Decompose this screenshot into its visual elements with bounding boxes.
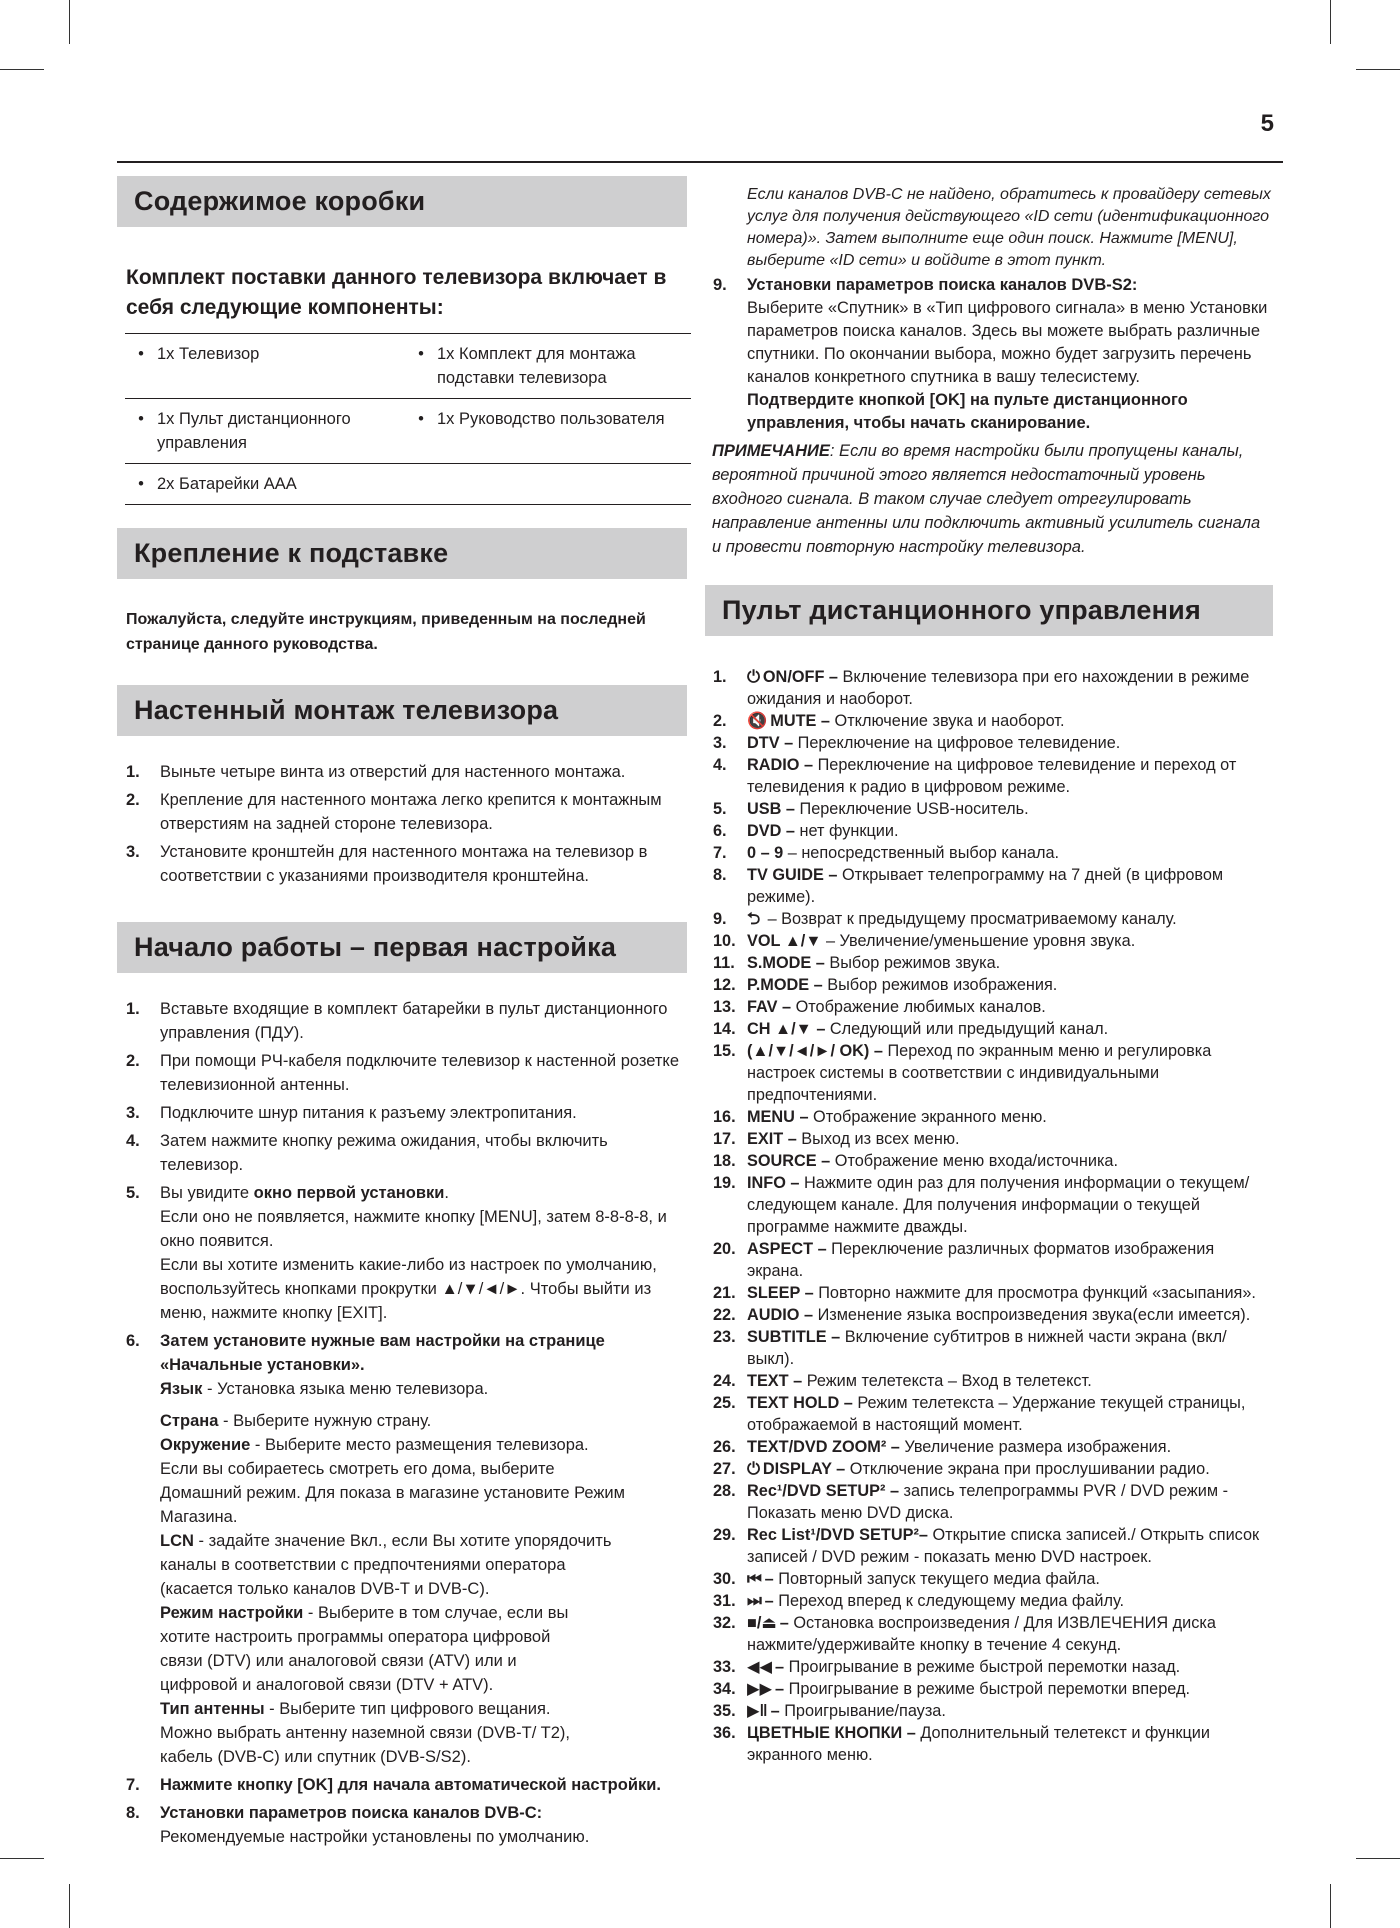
- page-number: 5: [1260, 110, 1274, 137]
- setting-desc: - Выберите нужную страну.: [218, 1412, 432, 1430]
- button-desc: Выбор режимов изображения.: [822, 976, 1058, 994]
- list-number: 2.: [126, 1052, 140, 1070]
- crop-mark: [1330, 0, 1331, 44]
- setting-name: Окружение: [160, 1436, 251, 1454]
- button-name: ON/OFF –: [762, 668, 838, 686]
- button-desc: Отключение экрана при прослушивании радио.: [845, 1460, 1210, 1478]
- step-heading: Установки параметров поиска каналов DVB-S2:: [747, 276, 1138, 294]
- text-run: Выберите «Спутник» в «Тип цифрового сигнала» в меню Установки параметров поиска каналов. Здесь вы можете выбрать различные спутники. По окончании выбора, можно будет загрузить перечень каналов конкретного спутника в вашу телесистему.: [747, 299, 1268, 386]
- text-run: Рекомендуемые настройки установлены по умолчанию.: [160, 1828, 590, 1846]
- setting-block: [160, 1433, 630, 1601]
- list-text: [747, 754, 1273, 798]
- list-item: [705, 864, 1273, 908]
- setting-name: LCN: [160, 1532, 194, 1550]
- button-name: FAV –: [747, 998, 792, 1016]
- button-name: AUDIO –: [747, 1306, 814, 1324]
- list-text: [160, 1329, 687, 1769]
- list-item: [705, 1238, 1273, 1282]
- button-name: VOL ▲/▼: [747, 932, 822, 950]
- list-number: 6.: [713, 822, 727, 840]
- list-text: [747, 1370, 1273, 1392]
- list-text: [747, 274, 1273, 435]
- list-number: 13.: [713, 998, 736, 1016]
- button-name: SLEEP –: [747, 1284, 814, 1302]
- list-text: [747, 1656, 1273, 1678]
- list-text: Нажмите кнопку [OK] для начала автоматической настройки.: [160, 1776, 661, 1794]
- section-title-stand: Крепление к подставке: [117, 528, 687, 579]
- list-item: [705, 930, 1273, 952]
- button-name: –: [775, 1658, 785, 1676]
- list-text: [747, 1678, 1273, 1700]
- note-text: : Если во время настройки были пропущены каналы, вероятной причиной этого является недостаточный уровень входного сигнала. В таком случае следует отрегулировать направление антенны или подключить активный усилитель сигнала и провести повторную настройку телевизора.: [712, 442, 1261, 556]
- list-number: 36.: [713, 1724, 736, 1742]
- button-name: TV GUIDE –: [747, 866, 838, 884]
- list-number: 1.: [713, 668, 727, 686]
- button-desc: – Увеличение/уменьшение уровня звука.: [821, 932, 1136, 950]
- list-text: [747, 842, 1273, 864]
- box-contents-subtitle: Комплект поставки данного телевизора включает в себя следующие компоненты:: [126, 266, 667, 319]
- list-number: 14.: [713, 1020, 736, 1038]
- list-item: [705, 1678, 1273, 1700]
- confirm-instruction: Подтвердите кнопкой [OK] на пульте дистанционного управления, чтобы начать сканирование.: [747, 391, 1188, 432]
- list-item: [117, 1773, 687, 1797]
- table-row: [125, 399, 691, 464]
- button-desc: Переключение USB-носитель.: [794, 800, 1029, 818]
- list-item: [705, 1106, 1273, 1128]
- list-number: 5.: [713, 800, 727, 818]
- list-number: 2.: [126, 791, 140, 809]
- first-setup-window-label: окно первой установки: [253, 1184, 445, 1202]
- button-desc: Отображение любимых каналов.: [791, 998, 1046, 1016]
- button-name: TEXT/DVD ZOOM² –: [747, 1438, 900, 1456]
- crop-mark: [1356, 69, 1400, 70]
- setting-name: Страна: [160, 1412, 219, 1430]
- wall-mount-steps: [117, 760, 687, 888]
- list-item: [705, 1370, 1273, 1392]
- list-item: [705, 1040, 1273, 1106]
- setting-name: Язык: [160, 1380, 203, 1398]
- button-name: ASPECT –: [747, 1240, 827, 1258]
- list-number: 7.: [713, 844, 727, 862]
- list-item: [117, 1101, 687, 1125]
- setting-desc: - Выберите место размещения телевизора. Если вы собираетесь смотреть его дома, выберите Домашний режим. Для показа в магазине установите Режим Магазина.: [160, 1436, 625, 1526]
- bullet: •: [138, 345, 144, 363]
- button-desc: Отображение экранного меню.: [808, 1108, 1047, 1126]
- list-item: [705, 1018, 1273, 1040]
- list-text: [747, 1590, 1273, 1612]
- button-name: –: [764, 1570, 774, 1588]
- list-number: 6.: [126, 1332, 140, 1350]
- list-number: 31.: [713, 1592, 736, 1610]
- button-name: SUBTITLE –: [747, 1328, 841, 1346]
- button-name: 0 – 9: [747, 844, 784, 862]
- list-item: [705, 842, 1273, 864]
- list-text: [747, 1018, 1273, 1040]
- list-item: [705, 1458, 1273, 1480]
- list-text: [747, 1304, 1273, 1326]
- spacer: [160, 1401, 687, 1409]
- button-desc: – Возврат к предыдущему просматриваемому каналу.: [763, 910, 1177, 928]
- list-number: 29.: [713, 1526, 736, 1544]
- list-item: [117, 760, 687, 784]
- button-name: ЦВЕТНЫЕ КНОПКИ –: [747, 1724, 916, 1742]
- list-item: [117, 1049, 687, 1097]
- list-text: [747, 732, 1273, 754]
- list-number: 8.: [713, 866, 727, 884]
- list-item: [705, 1326, 1273, 1370]
- button-name: –: [764, 1592, 774, 1610]
- list-text: При помощи РЧ-кабеля подключите телевизор к настенной розетке телевизионной антенны.: [160, 1052, 680, 1094]
- list-number: 17.: [713, 1130, 736, 1148]
- note-label: ПРИМЕЧАНИЕ: [712, 442, 830, 460]
- list-number: 4.: [126, 1132, 140, 1150]
- list-number: 3.: [126, 843, 140, 861]
- button-name: DVD –: [747, 822, 795, 840]
- button-name: –: [775, 1680, 785, 1698]
- list-number: 1.: [126, 763, 140, 781]
- list-number: 30.: [713, 1570, 736, 1588]
- button-desc: Включение субтитров в нижней части экрана (вкл/ выкл).: [747, 1328, 1227, 1368]
- list-text: [747, 974, 1273, 996]
- list-item: [705, 1128, 1273, 1150]
- button-name: S.MODE –: [747, 954, 825, 972]
- list-number: 33.: [713, 1658, 736, 1676]
- list-text: [747, 930, 1273, 952]
- list-text: Установите кронштейн для настенного монтажа на телевизор в соответствии с указаниями производителя кронштейна.: [160, 843, 648, 885]
- list-number: 3.: [126, 1104, 140, 1122]
- list-text: [747, 908, 1273, 930]
- setup-steps: [117, 997, 687, 1849]
- button-name: MENU –: [747, 1108, 809, 1126]
- button-name: TEXT –: [747, 1372, 803, 1390]
- list-text: [747, 1040, 1273, 1106]
- button-name: SOURCE –: [747, 1152, 831, 1170]
- button-desc: Выбор режимов звука.: [824, 954, 1001, 972]
- list-number: 3.: [713, 734, 727, 752]
- list-number: 9.: [713, 276, 727, 294]
- setting-desc: - задайте значение Вкл., если Вы хотите упорядочить каналы в соответствии с предпочтениями оператора (касается только каналов DVB-T и DVB-C).: [160, 1532, 612, 1598]
- list-text: [747, 820, 1273, 842]
- list-text: [747, 1106, 1273, 1128]
- setting-name: Режим настройки: [160, 1604, 304, 1622]
- list-text: Крепление для настенного монтажа легко крепится к монтажным отверстиям на задней стороне телевизора.: [160, 791, 662, 833]
- setting-block: [160, 1601, 580, 1769]
- list-item: [117, 1129, 687, 1177]
- list-number: 28.: [713, 1482, 736, 1500]
- button-name: RADIO –: [747, 756, 814, 774]
- remote-button-icon: 🔇: [747, 712, 768, 730]
- bullet: •: [138, 475, 144, 493]
- button-desc: Нажмите один раз для получения информации о текущем/ следующем канале. Для получения информации о текущей программе нажмите дважды.: [747, 1174, 1250, 1236]
- list-text: [747, 1282, 1273, 1304]
- button-desc: Переход вперед к следующему медиа файлу.: [773, 1592, 1125, 1610]
- button-name: Rec¹/DVD SETUP² –: [747, 1482, 899, 1500]
- list-text: [160, 1801, 687, 1849]
- button-name: DTV –: [747, 734, 794, 752]
- button-desc: Переключение на цифровое телевидение.: [793, 734, 1121, 752]
- list-number: 23.: [713, 1328, 736, 1346]
- button-desc: Проигрывание в режиме быстрой перемотки назад.: [784, 1658, 1181, 1676]
- box-item: 1x Руководство пользователя: [437, 410, 665, 428]
- remote-button-icon: ⏻: [747, 1460, 760, 1478]
- list-item: [117, 997, 687, 1045]
- crop-mark: [0, 1858, 44, 1859]
- list-text: [160, 1181, 687, 1325]
- button-desc: – непосредственный выбор канала.: [783, 844, 1060, 862]
- list-number: 12.: [713, 976, 736, 994]
- box-item: 1x Пульт дистанционного управления: [157, 410, 351, 452]
- button-desc: Переход по экранным меню и регулировка настроек системы в соответствии с индивидуальными предпочтениями.: [747, 1042, 1212, 1104]
- button-desc: Повторный запуск текущего медиа файла.: [773, 1570, 1100, 1588]
- remote-button-icon: ◀◀: [747, 1658, 773, 1676]
- list-number: 1.: [126, 1000, 140, 1018]
- section-title-wall-mount: Настенный монтаж телевизора: [117, 685, 687, 736]
- list-item: [117, 840, 687, 888]
- list-text: [747, 1700, 1273, 1722]
- list-item: [705, 820, 1273, 842]
- button-desc: Открытие списка записей./ Открыть список записей / DVD режим - показать меню DVD настроек.: [747, 1526, 1260, 1566]
- button-desc: Включение телевизора при его нахождении в режиме ожидания и наоборот.: [747, 668, 1250, 708]
- list-number: 24.: [713, 1372, 736, 1390]
- header-rule: [117, 161, 1283, 163]
- list-text: [747, 1524, 1273, 1568]
- box-contents-table: [125, 333, 691, 505]
- list-text: [747, 864, 1273, 908]
- button-desc: Проигрывание в режиме быстрой перемотки вперед.: [784, 1680, 1190, 1698]
- button-name: CH ▲/▼ –: [747, 1020, 826, 1038]
- button-desc: Переключение на цифровое телевидение и переход от телевидения к радио в цифровом режиме.: [747, 756, 1237, 796]
- list-item: [705, 952, 1273, 974]
- dvbc-note: Если каналов DVB-C не найдено, обратитесь к провайдеру сетевых услуг для получения действующего «ID сети (идентификационного номера)». Затем выполните еще один поиск. Нажмите [MENU], выберите «ID сети» и войдите в этот пункт.: [747, 186, 1271, 269]
- list-item: [705, 908, 1273, 930]
- remote-button-icon: ⏻: [747, 668, 760, 686]
- crop-mark: [0, 69, 44, 70]
- button-desc: Отключение звука и наоборот.: [830, 712, 1065, 730]
- button-name: MUTE –: [770, 712, 830, 730]
- button-desc: Режим телетекста – Удержание текущей страницы, отображаемой в настоящий момент.: [747, 1394, 1246, 1434]
- list-number: 26.: [713, 1438, 736, 1456]
- list-text: Подключите шнур питания к разъему электропитания.: [160, 1104, 577, 1122]
- button-desc: нет функции.: [794, 822, 899, 840]
- crop-mark: [1330, 1884, 1331, 1928]
- list-text: [747, 1392, 1273, 1436]
- box-item: 2x Батарейки AAA: [157, 475, 297, 493]
- remote-button-icon: ▶‖: [747, 1702, 768, 1720]
- list-item: [705, 710, 1273, 732]
- list-number: 11.: [713, 954, 735, 972]
- remote-button-icon: ⏮: [747, 1570, 762, 1588]
- setting-desc: - Выберите тип цифрового вещания. Можно выбрать антенну наземной связи (DVB-T/ T2), кабель (DVB-C) или спутник (DVB-S/S2).: [160, 1700, 570, 1766]
- button-name: USB –: [747, 800, 795, 818]
- button-name: –: [779, 1614, 789, 1632]
- setup-steps-cont: [705, 274, 1273, 435]
- list-item: [705, 1150, 1273, 1172]
- list-item: [705, 1480, 1273, 1524]
- list-text: Вставьте входящие в комплект батарейки в пульт дистанционного управления (ПДУ).: [160, 1000, 668, 1042]
- setting-name: Тип антенны: [160, 1700, 265, 1718]
- list-text: [747, 1128, 1273, 1150]
- list-item: [705, 732, 1273, 754]
- button-desc: Проигрывание/пауза.: [779, 1702, 946, 1720]
- section-title-first-setup: Начало работы – первая настройка: [117, 922, 687, 973]
- text-run: Вы увидите: [160, 1184, 254, 1202]
- list-number: 9.: [713, 910, 727, 928]
- list-text: [747, 1436, 1273, 1458]
- button-desc: Изменение языка воспроизведения звука(если имеется).: [813, 1306, 1251, 1324]
- list-number: 4.: [713, 756, 727, 774]
- remote-button-icon: ■/⏏: [747, 1614, 777, 1632]
- list-text: [747, 1150, 1273, 1172]
- list-number: 10.: [713, 932, 736, 950]
- box-item: 1x Комплект для монтажа подставки телевизора: [437, 345, 636, 387]
- list-item: [705, 1590, 1273, 1612]
- list-number: 27.: [713, 1460, 736, 1478]
- right-column: [705, 184, 1273, 1766]
- crop-mark: [1356, 1858, 1400, 1859]
- button-desc: Следующий или предыдущий канал.: [825, 1020, 1109, 1038]
- list-text: Выньте четыре винта из отверстий для настенного монтажа.: [160, 763, 626, 781]
- note-paragraph: [712, 439, 1273, 559]
- remote-button-icon: ▶▶: [747, 1680, 773, 1698]
- list-number: 21.: [713, 1284, 736, 1302]
- button-desc: Увеличение размера изображения.: [899, 1438, 1172, 1456]
- button-name: INFO –: [747, 1174, 800, 1192]
- list-item: [705, 1436, 1273, 1458]
- list-item: [117, 1181, 687, 1325]
- list-number: 7.: [126, 1776, 140, 1794]
- list-number: 2.: [713, 712, 727, 730]
- setting-desc: - Установка языка меню телевизора.: [202, 1380, 489, 1398]
- list-item: [117, 1801, 687, 1849]
- box-item: 1x Телевизор: [157, 345, 260, 363]
- table-row: [125, 464, 691, 505]
- list-text: [747, 798, 1273, 820]
- list-item: [705, 1722, 1273, 1766]
- list-text: [747, 1326, 1273, 1370]
- list-text: [747, 996, 1273, 1018]
- list-item: [705, 1172, 1273, 1238]
- button-name: P.MODE –: [747, 976, 823, 994]
- list-text: [747, 710, 1273, 732]
- list-item: [117, 788, 687, 836]
- list-item: [705, 798, 1273, 820]
- bullet: •: [138, 410, 144, 428]
- button-name: TEXT HOLD –: [747, 1394, 853, 1412]
- list-number: 35.: [713, 1702, 736, 1720]
- list-text: [747, 1568, 1273, 1590]
- list-number: 5.: [126, 1184, 140, 1202]
- remote-button-icon: ⮌: [747, 910, 761, 928]
- left-column: [117, 176, 687, 1853]
- crop-mark: [69, 1884, 70, 1928]
- list-item: [705, 1524, 1273, 1568]
- list-number: 8.: [126, 1804, 140, 1822]
- list-item: [705, 1304, 1273, 1326]
- list-text: Затем нажмите кнопку режима ожидания, чтобы включить телевизор.: [160, 1132, 608, 1174]
- button-desc: Режим телетекста – Вход в телетекст.: [802, 1372, 1092, 1390]
- button-desc: Дополнительный телетекст и функции экранного меню.: [747, 1724, 1210, 1764]
- button-desc: Остановка воспроизведения / Для ИЗВЛЕЧЕНИЯ диска нажмите/удерживайте кнопку в течение 4 секунд.: [747, 1614, 1216, 1654]
- list-number: 19.: [713, 1174, 736, 1192]
- list-text: [747, 1238, 1273, 1282]
- list-item: [705, 666, 1273, 710]
- list-text: [747, 1480, 1273, 1524]
- text-run: Если вы хотите изменить какие-либо из настроек по умолчанию, воспользуйтесь кнопками прокрутки ▲/▼/◄/►. Чтобы выйти из меню, нажмите кнопку [EXIT].: [160, 1256, 657, 1322]
- list-item: [705, 1656, 1273, 1678]
- button-name: –: [770, 1702, 780, 1720]
- bullet: •: [418, 410, 424, 428]
- button-desc: Выход из всех меню.: [796, 1130, 960, 1148]
- list-number: 22.: [713, 1306, 736, 1324]
- button-desc: Открывает телепрограмму на 7 дней (в цифровом режиме).: [747, 866, 1224, 906]
- list-text: [747, 1612, 1273, 1656]
- list-item: [705, 1700, 1273, 1722]
- list-item: [705, 1612, 1273, 1656]
- stand-instructions: Пожалуйста, следуйте инструкциям, приведенным на последней странице данного руководства.: [126, 611, 646, 653]
- text-run: Если оно не появляется, нажмите кнопку [MENU], затем 8-8-8-8, и окно появится.: [160, 1208, 667, 1250]
- table-row: [125, 334, 691, 399]
- list-item: [705, 1568, 1273, 1590]
- step-heading: Установки параметров поиска каналов DVB-C:: [160, 1804, 543, 1822]
- list-number: 34.: [713, 1680, 736, 1698]
- list-text: [747, 1172, 1273, 1238]
- button-name: EXIT –: [747, 1130, 797, 1148]
- button-desc: Повторно нажмите для просмотра функций «засыпания».: [813, 1284, 1256, 1302]
- list-number: 32.: [713, 1614, 736, 1632]
- bullet: •: [418, 345, 424, 363]
- button-desc: Переключение различных форматов изображения экрана.: [747, 1240, 1215, 1280]
- list-item: [705, 1392, 1273, 1436]
- remote-buttons-list: [705, 666, 1273, 1766]
- button-desc: запись телепрограммы PVR / DVD режим - Показать меню DVD диска.: [747, 1482, 1229, 1522]
- list-item: [705, 974, 1273, 996]
- button-desc: Отображение меню входа/источника.: [830, 1152, 1119, 1170]
- list-item: [705, 1282, 1273, 1304]
- list-number: 18.: [713, 1152, 736, 1170]
- list-item: [705, 754, 1273, 798]
- list-number: 20.: [713, 1240, 736, 1258]
- list-number: 16.: [713, 1108, 736, 1126]
- section-title-remote: Пульт дистанционного управления: [705, 585, 1273, 636]
- list-text: [747, 1722, 1273, 1766]
- crop-mark: [69, 0, 70, 44]
- button-name: Rec List¹/DVD SETUP²–: [747, 1526, 928, 1544]
- list-number: 25.: [713, 1394, 736, 1412]
- step-heading: Затем установите нужные вам настройки на странице «Начальные установки».: [160, 1332, 605, 1374]
- list-item: [705, 274, 1273, 435]
- list-text: [747, 952, 1273, 974]
- list-item: [705, 996, 1273, 1018]
- button-name: (▲/▼/◄/►/ OK) –: [747, 1042, 883, 1060]
- section-title-box-contents: Содержимое коробки: [117, 176, 687, 227]
- list-text: [747, 666, 1273, 710]
- button-name: DISPLAY –: [762, 1460, 846, 1478]
- setting-desc: - Выберите в том случае, если вы хотите настроить программы оператора цифровой связи (DTV) или аналоговой связи (ATV) или и цифровой и аналоговой связи (DTV + ATV).: [160, 1604, 569, 1694]
- list-text: [747, 1458, 1273, 1480]
- remote-button-icon: ⏭: [747, 1592, 762, 1610]
- list-item: [117, 1329, 687, 1769]
- list-number: 15.: [713, 1042, 736, 1060]
- text-run: .: [444, 1184, 449, 1202]
